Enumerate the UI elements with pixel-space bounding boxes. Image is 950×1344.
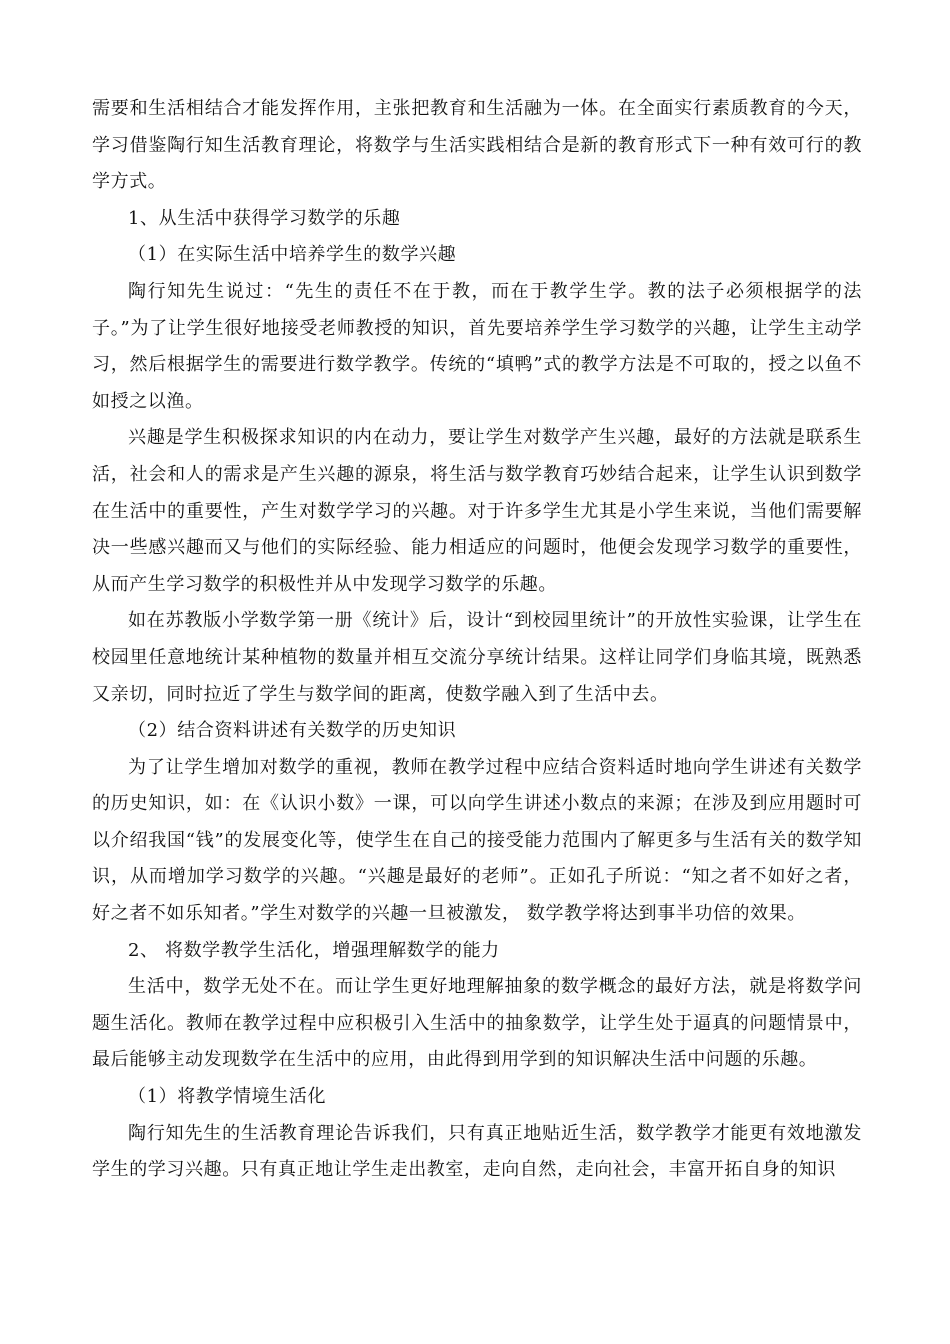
paragraph-history: 为了让学生增加对数学的重视，教师在教学过程中应结合资料适时地向学生讲述有关数学的历史知识，如：在《认识小数》一课，可以向学生讲述小数点的来源；在涉及到应用题时可以介绍我国“钱”的发展变化等，使学生在自己的接受能力范围内了解更多与生活有关的数学知识，从而增加学习数学的兴趣。“兴趣是最好的老师”。正如孔子所说：“知之者不如好之者，好之者不如乐知者。”学生对数学的兴趣一旦被激发， 数学教学将达到事半功倍的效果。: [92, 756, 862, 925]
section-heading-1: 1、从生活中获得学习数学的乐趣: [128, 207, 401, 229]
paragraph-life-math: 生活中，数学无处不在。而让学生更好地理解抽象的数学概念的最好方法，就是将数学问题生活化。教师在教学过程中应积极引入生活中的抽象数学，让学生处于逼真的问题情景中，最后能够主动发现数学在生活中的应用，由此得到用学到的知识解决生活中问题的乐趣。: [92, 976, 862, 1071]
section-heading-2: 2、 将数学教学生活化，增强理解数学的能力: [128, 939, 500, 961]
paragraph-tao-quote: 陶行知先生说过：“先生的责任不在于教，而在于教学生学。教的法子必须根据学的法子。”为了让学生很好地接受老师教授的知识，首先要培养学生学习数学的兴趣，让学生主动学习，然后根据学生的需要进行数学教学。传统的“填鸭”式的教学方法是不可取的，授之以鱼不如授之以渔。: [92, 280, 862, 412]
paragraph-life-education: 陶行知先生的生活教育理论告诉我们，只有真正地贴近生活，数学教学才能更有效地激发学生的学习兴趣。只有真正地让学生走出教室，走向自然，走向社会，丰富开拓自身的知识: [92, 1122, 862, 1181]
paragraph-statistics-example: 如在苏教版小学数学第一册《统计》后，设计“到校园里统计”的开放性实验课，让学生在校园里任意地统计某种植物的数量并相互交流分享统计结果。这样让同学们身临其境，既熟悉又亲切，同时拉近了学生与数学间的距离，使数学融入到了生活中去。: [92, 610, 862, 705]
subsection-heading-2-1: （1）将教学情境生活化: [128, 1086, 327, 1108]
subsection-heading-1-1: （1）在实际生活中培养学生的数学兴趣: [128, 244, 457, 266]
paragraph-continuation: 需要和生活相结合才能发挥作用，主张把教育和生活融为一体。在全面实行素质教育的今天，学习借鉴陶行知生活教育理论，将数学与生活实践相结合是新的教育形式下一种有效可行的教学方式。: [92, 98, 862, 193]
document-body: [92, 91, 862, 1189]
subsection-heading-1-2: （2）结合资料讲述有关数学的历史知识: [128, 720, 457, 742]
paragraph-interest: 兴趣是学生积极探求知识的内在动力，要让学生对数学产生兴趣，最好的方法就是联系生活，社会和人的需求是产生兴趣的源泉，将生活与数学教育巧妙结合起来，让学生认识到数学在生活中的重要性，产生对数学学习的兴趣。对于许多学生尤其是小学生来说，当他们需要解决一些感兴趣而又与他们的实际经验、能力相适应的问题时，他便会发现学习数学的重要性，从而产生学习数学的积极性并从中发现学习数学的乐趣。: [92, 427, 862, 595]
